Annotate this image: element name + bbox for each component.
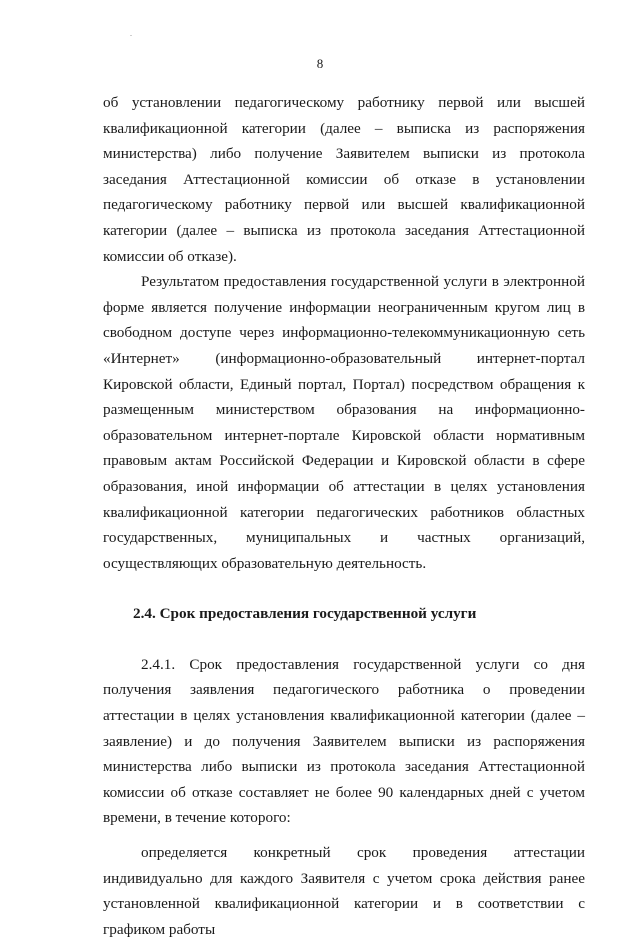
section-heading: 2.4. Срок предоставления государственной услуги [133,605,477,623]
paragraph-attestation-period: определяется конкретный срок проведения аттестации индивидуально для каждого Заявителя с учетом срока действия ранее установленной квалификационной категории и в соответствии с графиком работы [103,844,585,938]
paragraph-2-4-1: 2.4.1. Срок предоставления государственной услуги со дня получения заявления педагогического работника о проведении аттестации в целях установления квалификационной категории (далее – заявление) и до получения Заявителем выписки из распоряжения министерства либо выписки из протокола заседания Аттестационной комиссии об отказе составляет не более 90 календарных дней с учетом времени, в течение которого: [103,655,585,827]
page-number: 8 [316,56,324,71]
page-body [103,90,585,942]
paragraph-electronic-result: Результатом предоставления государственной услуги в электронной форме является получение информации неограниченным кругом лиц в свободном доступе через информационно-телекоммуникационную сеть «Интернет» (информационно-образовательный интернет-портал Кировской области, Единый портал, Портал) посредством обращения к размещенным министерством образования на информационно-образовательном интернет-портале Кировской области нормативным правовым актам Российской Федерации и Кировской области в сфере образования, иной информации об аттестации в целях установления квалификационной категории педагогических работников областных государственных, муниципальных и частных организаций, осуществляющих образовательную деятельность. [103,273,585,572]
paragraph-continued-text: об установлении педагогическому работнику первой или высшей квалификационной категории (далее – выписка из распоряжения министерства) либо получение Заявителем выписки из протокола заседания Аттестационной комиссии об отказе в установлении педагогическому работнику первой или высшей квалификационной категории (далее – выписка из протокола заседания Аттестационной комиссии об отказе). [103,94,585,265]
scan-mark [130,35,132,36]
